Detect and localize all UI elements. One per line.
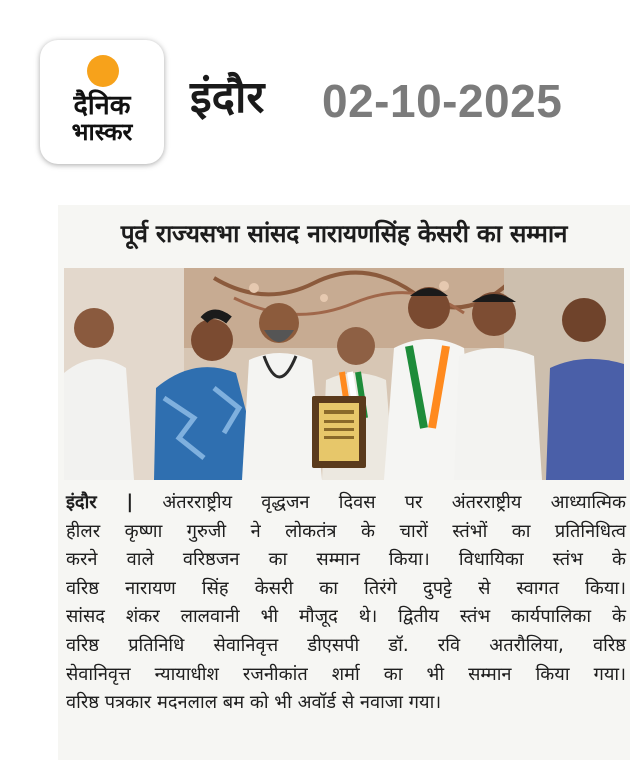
article-line: करने वाले वरिष्ठजन का सम्मान किया। विधायिका स्तंभ के	[66, 549, 626, 571]
article-line: वरिष्ठ पत्रकार मदनलाल बम को भी अवॉर्ड से नवाजा गया।	[66, 692, 442, 714]
article-photo	[64, 268, 624, 480]
article-dateline: इंदौर |	[66, 492, 134, 513]
article-line: वरिष्ठ नारायण सिंह केसरी का तिरंगे दुपट्टे से स्वागत किया।	[66, 577, 626, 599]
article-headline: पूर्व राज्यसभा सांसद नारायणसिंह केसरी का सम्मान	[120, 219, 568, 248]
article-body	[66, 489, 626, 718]
sun-icon	[87, 55, 119, 87]
logo-text-line1: दैनिक	[73, 90, 131, 121]
dainik-bhaskar-logo	[40, 40, 164, 164]
header	[0, 0, 635, 190]
article-line: वरिष्ठ प्रतिनिधि सेवानिवृत्त डीएसपी डॉ. रवि अतरौलिया, वरिष्ठ	[66, 634, 626, 656]
article-line: हीलर कृष्णा गुरुजी ने लोकतंत्र के चारों स्तंभों का प्रतिनिधित्व	[66, 520, 626, 542]
logo-text-line2: भास्कर	[71, 118, 133, 146]
article-line: सेवानिवृत्त न्यायाधीश रजनीकांत शर्मा का भी सम्मान किया गया।	[66, 663, 626, 685]
article-line: इंदौर | अंतरराष्ट्रीय वृद्धजन दिवस पर अंतरराष्ट्रीय आध्यात्मिक	[66, 492, 626, 513]
news-clipping	[58, 205, 630, 760]
article-line: सांसद शंकर लालवानी भी मौजूद थे। द्वितीय स्तंभ कार्यपालिका के	[66, 606, 626, 628]
edition-city: इंदौर	[190, 72, 265, 123]
edition-date: 02-10-2025	[322, 75, 563, 127]
